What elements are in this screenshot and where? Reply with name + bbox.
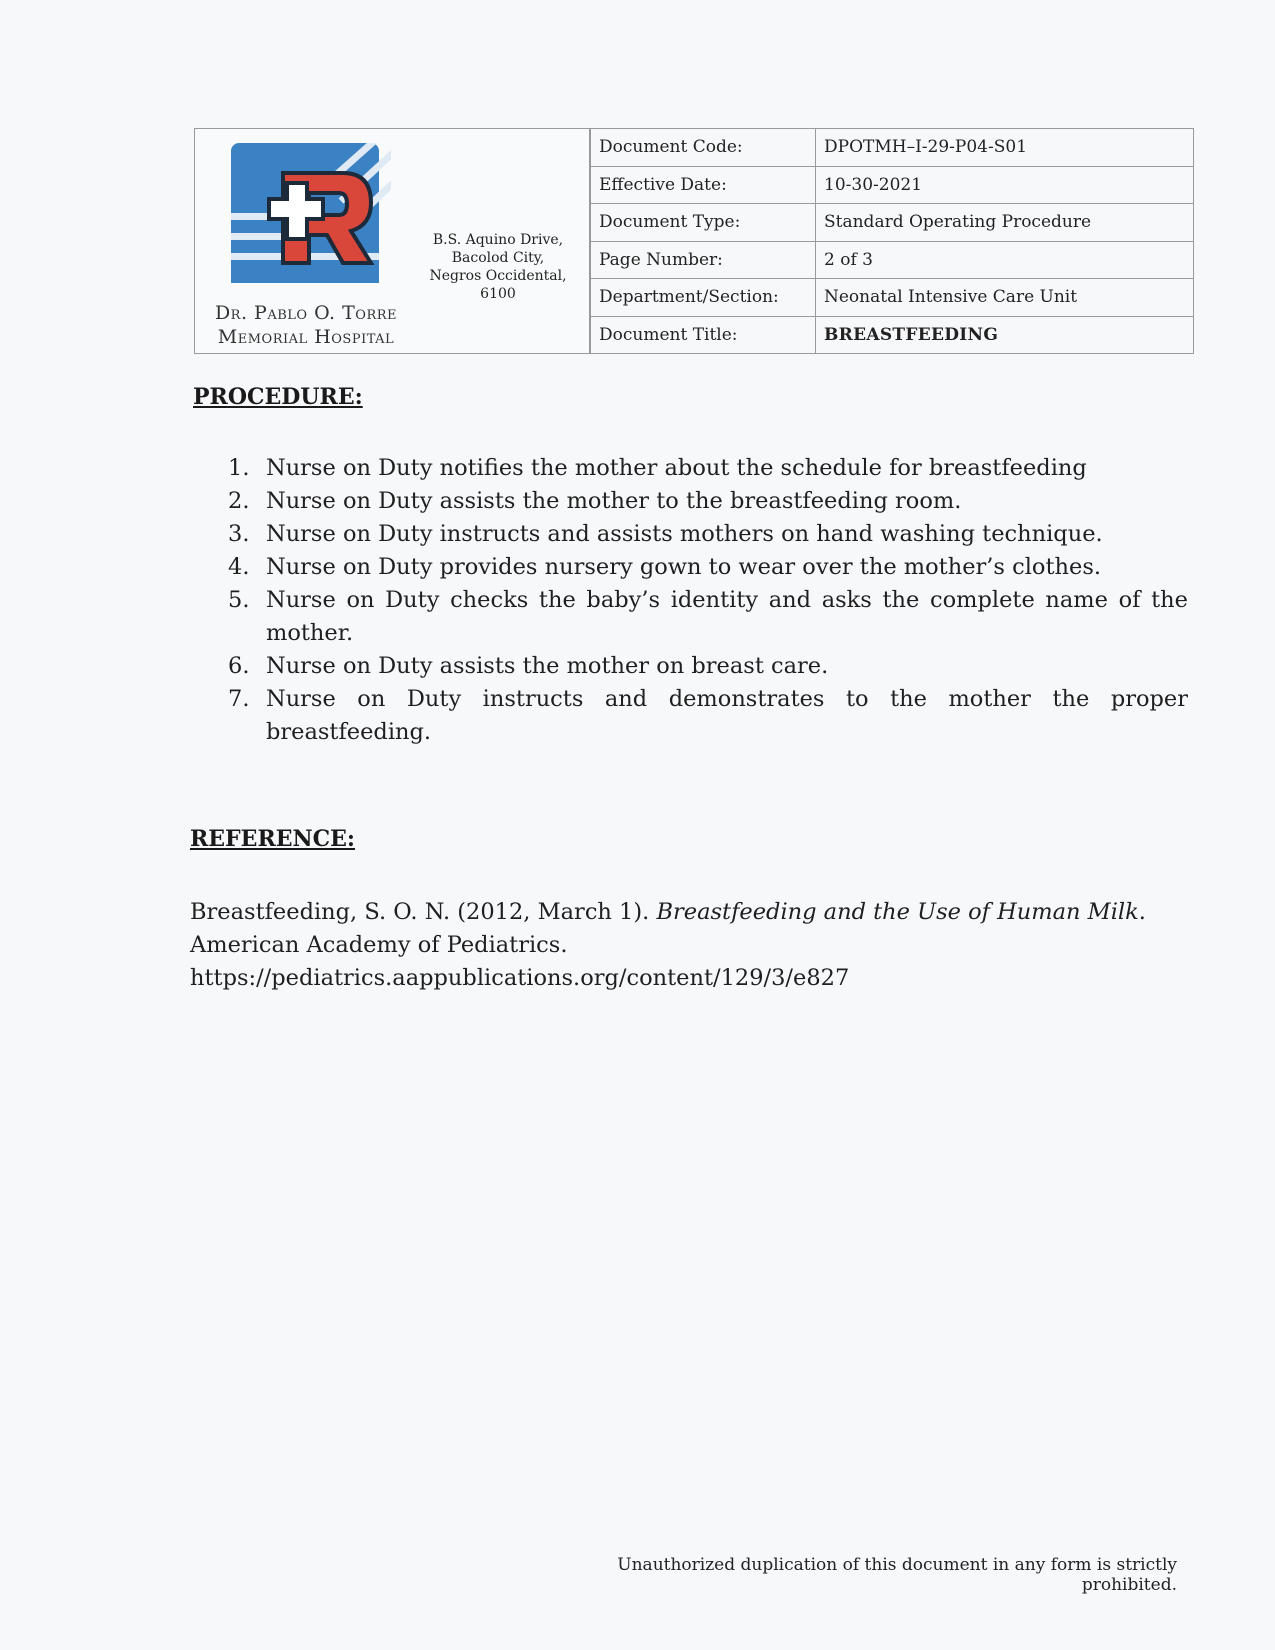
table-row <box>591 166 1194 204</box>
reference-citation <box>190 896 1190 995</box>
hospital-info-box <box>194 128 590 354</box>
table-row <box>591 241 1194 279</box>
effective-date-value: 10-30-2021 <box>816 166 1194 204</box>
document-code-value: DPOTMH–I-29-P04-S01 <box>816 129 1194 167</box>
table-row <box>591 316 1194 354</box>
step-text: Nurse on Duty assists the mother on breast care. <box>266 653 829 679</box>
address-line: Bacolod City, <box>451 250 545 266</box>
hospital-address <box>413 231 583 303</box>
step-number: 5. <box>228 587 250 613</box>
hospital-cross-r-logo-icon <box>231 143 391 293</box>
table-row <box>591 204 1194 242</box>
list-item <box>228 584 1188 650</box>
step-text: Nurse on Duty instructs and assists mothers on hand washing technique. <box>266 521 1103 547</box>
hospital-name-line2: Memorial Hospital <box>217 326 395 348</box>
document-type-value: Standard Operating Procedure <box>816 204 1194 242</box>
list-item <box>228 551 1188 584</box>
footer-disclaimer: Unauthorized duplication of this document in any form is strictly prohibited. <box>617 1555 1177 1595</box>
step-text: Nurse on Duty instructs and demonstrates to the mother the proper breastfeeding. <box>266 686 1188 745</box>
document-info-table <box>590 128 1194 354</box>
citation-suffix: . American Academy of Pediatrics. https://pediatrics.aappublications.org/content/129/3/e827 <box>190 899 1146 991</box>
procedure-heading: PROCEDURE: <box>193 384 363 410</box>
effective-date-label: Effective Date: <box>591 166 816 204</box>
address-line: Negros Occidental, <box>429 268 567 284</box>
document-type-label: Document Type: <box>591 204 816 242</box>
step-text: Nurse on Duty notifies the mother about the schedule for breastfeeding <box>266 455 1087 481</box>
department-value: Neonatal Intensive Care Unit <box>816 279 1194 317</box>
reference-heading: REFERENCE: <box>190 826 355 852</box>
document-code-label: Document Code: <box>591 129 816 167</box>
procedure-steps-list <box>228 452 1188 749</box>
address-line: 6100 <box>480 286 516 302</box>
hospital-name <box>201 301 411 349</box>
step-number: 2. <box>228 488 250 514</box>
department-label: Department/Section: <box>591 279 816 317</box>
address-line: B.S. Aquino Drive, <box>432 232 564 248</box>
step-text: Nurse on Duty assists the mother to the breastfeeding room. <box>266 488 962 514</box>
step-number: 6. <box>228 653 250 679</box>
document-title-label: Document Title: <box>591 316 816 354</box>
page-number-value: 2 of 3 <box>816 241 1194 279</box>
hospital-name-line1: Dr. Pablo O. Torre <box>214 302 398 324</box>
step-number: 7. <box>228 686 250 712</box>
citation-title: Breastfeeding and the Use of Human Milk <box>656 899 1139 925</box>
page-number-label: Page Number: <box>591 241 816 279</box>
table-row <box>591 129 1194 167</box>
list-item <box>228 683 1188 749</box>
citation-prefix: Breastfeeding, S. O. N. (2012, March 1). <box>190 899 657 925</box>
step-number: 1. <box>228 455 250 481</box>
list-item <box>228 518 1188 551</box>
list-item <box>228 485 1188 518</box>
table-row <box>591 279 1194 317</box>
step-number: 4. <box>228 554 250 580</box>
document-header <box>194 128 1194 354</box>
step-number: 3. <box>228 521 250 547</box>
step-text: Nurse on Duty provides nursery gown to wear over the mother’s clothes. <box>266 554 1102 580</box>
step-text: Nurse on Duty checks the baby’s identity and asks the complete name of the mother. <box>266 587 1188 646</box>
list-item <box>228 650 1188 683</box>
list-item <box>228 452 1188 485</box>
document-title-value: BREASTFEEDING <box>816 316 1194 354</box>
